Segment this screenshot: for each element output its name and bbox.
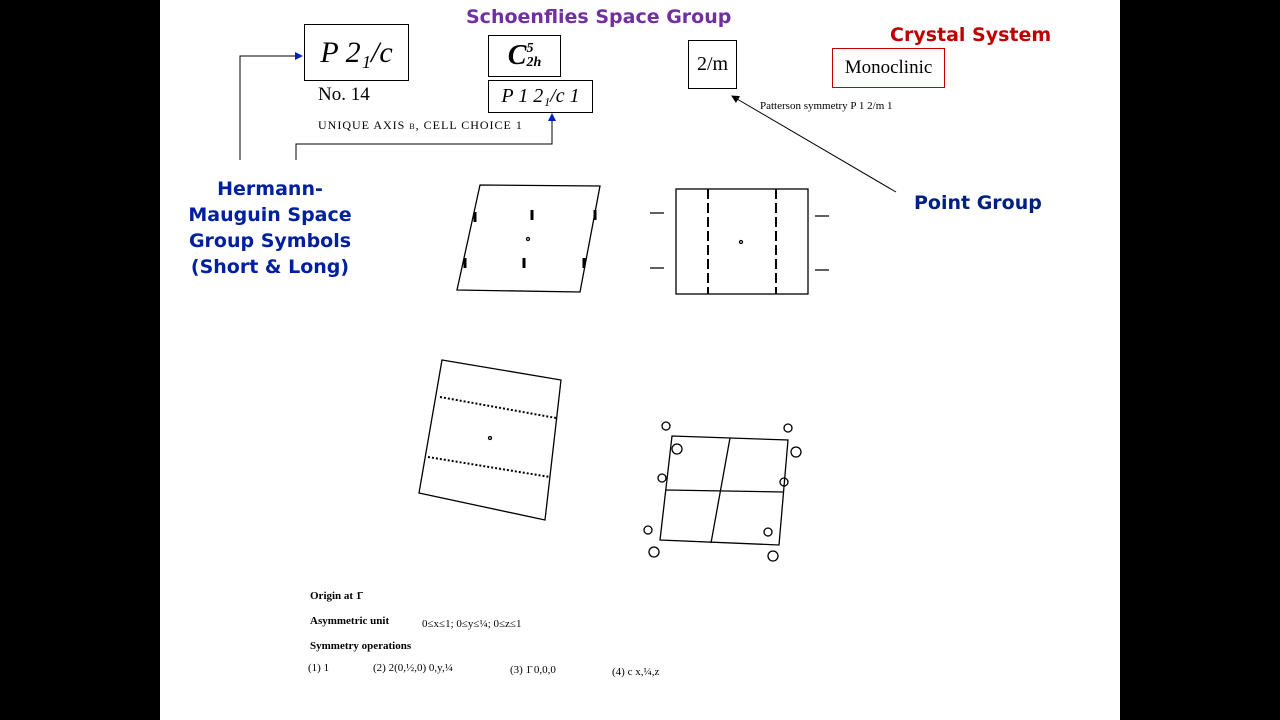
- origin: Origin at 1̄: [310, 590, 362, 602]
- arrow-long-symbol: [296, 114, 552, 160]
- hm-line: Mauguin Space: [188, 204, 352, 226]
- space-group-number: No. 14: [318, 84, 370, 105]
- short-symbol-box: P 2₁/c: [304, 24, 409, 81]
- diagram-1: [457, 185, 600, 292]
- crystal-system-label: Crystal System: [890, 24, 1052, 46]
- symop: (2) 2(0,½,0) 0,y,¼: [373, 662, 453, 674]
- diagram-2: [650, 189, 829, 294]
- diagram-3: [419, 360, 561, 520]
- hm-line: Group Symbols: [188, 230, 352, 252]
- point-group-box: 2/m: [688, 40, 737, 89]
- hm-line: (Short & Long): [190, 256, 350, 278]
- hm-line: Hermann-: [217, 178, 323, 200]
- symop: (4) c x,¼,z: [612, 666, 660, 678]
- sub: 2h: [526, 55, 542, 70]
- asym-label: Asymmetric unit: [310, 615, 390, 627]
- crystal-system-box: Monoclinic: [832, 48, 945, 88]
- asym-value: 0≤x≤1; 0≤y≤¼; 0≤z≤1: [422, 618, 522, 630]
- diagrams: [160, 0, 1120, 720]
- arrow-point-group: [732, 96, 896, 192]
- point-group-label: Point Group: [914, 192, 1042, 214]
- arrow-short-symbol: [240, 56, 302, 160]
- symop: (1) 1: [308, 662, 330, 674]
- schoenflies-base: C: [507, 40, 527, 71]
- unique-axis: UNIQUE AXIS b, CELL CHOICE 1: [318, 118, 523, 132]
- long-symbol-box: P 1 2₁/c 1: [488, 80, 593, 113]
- symops-title: Symmetry operations: [310, 640, 412, 652]
- slide: [160, 0, 1120, 720]
- sup: 5: [526, 41, 534, 56]
- symop: (3) 1̄ 0,0,0: [510, 664, 556, 676]
- diagram-4: [644, 422, 801, 561]
- schoenflies-label: Schoenflies Space Group: [466, 6, 732, 28]
- patterson-symmetry: Patterson symmetry P 1 2/m 1: [760, 100, 893, 112]
